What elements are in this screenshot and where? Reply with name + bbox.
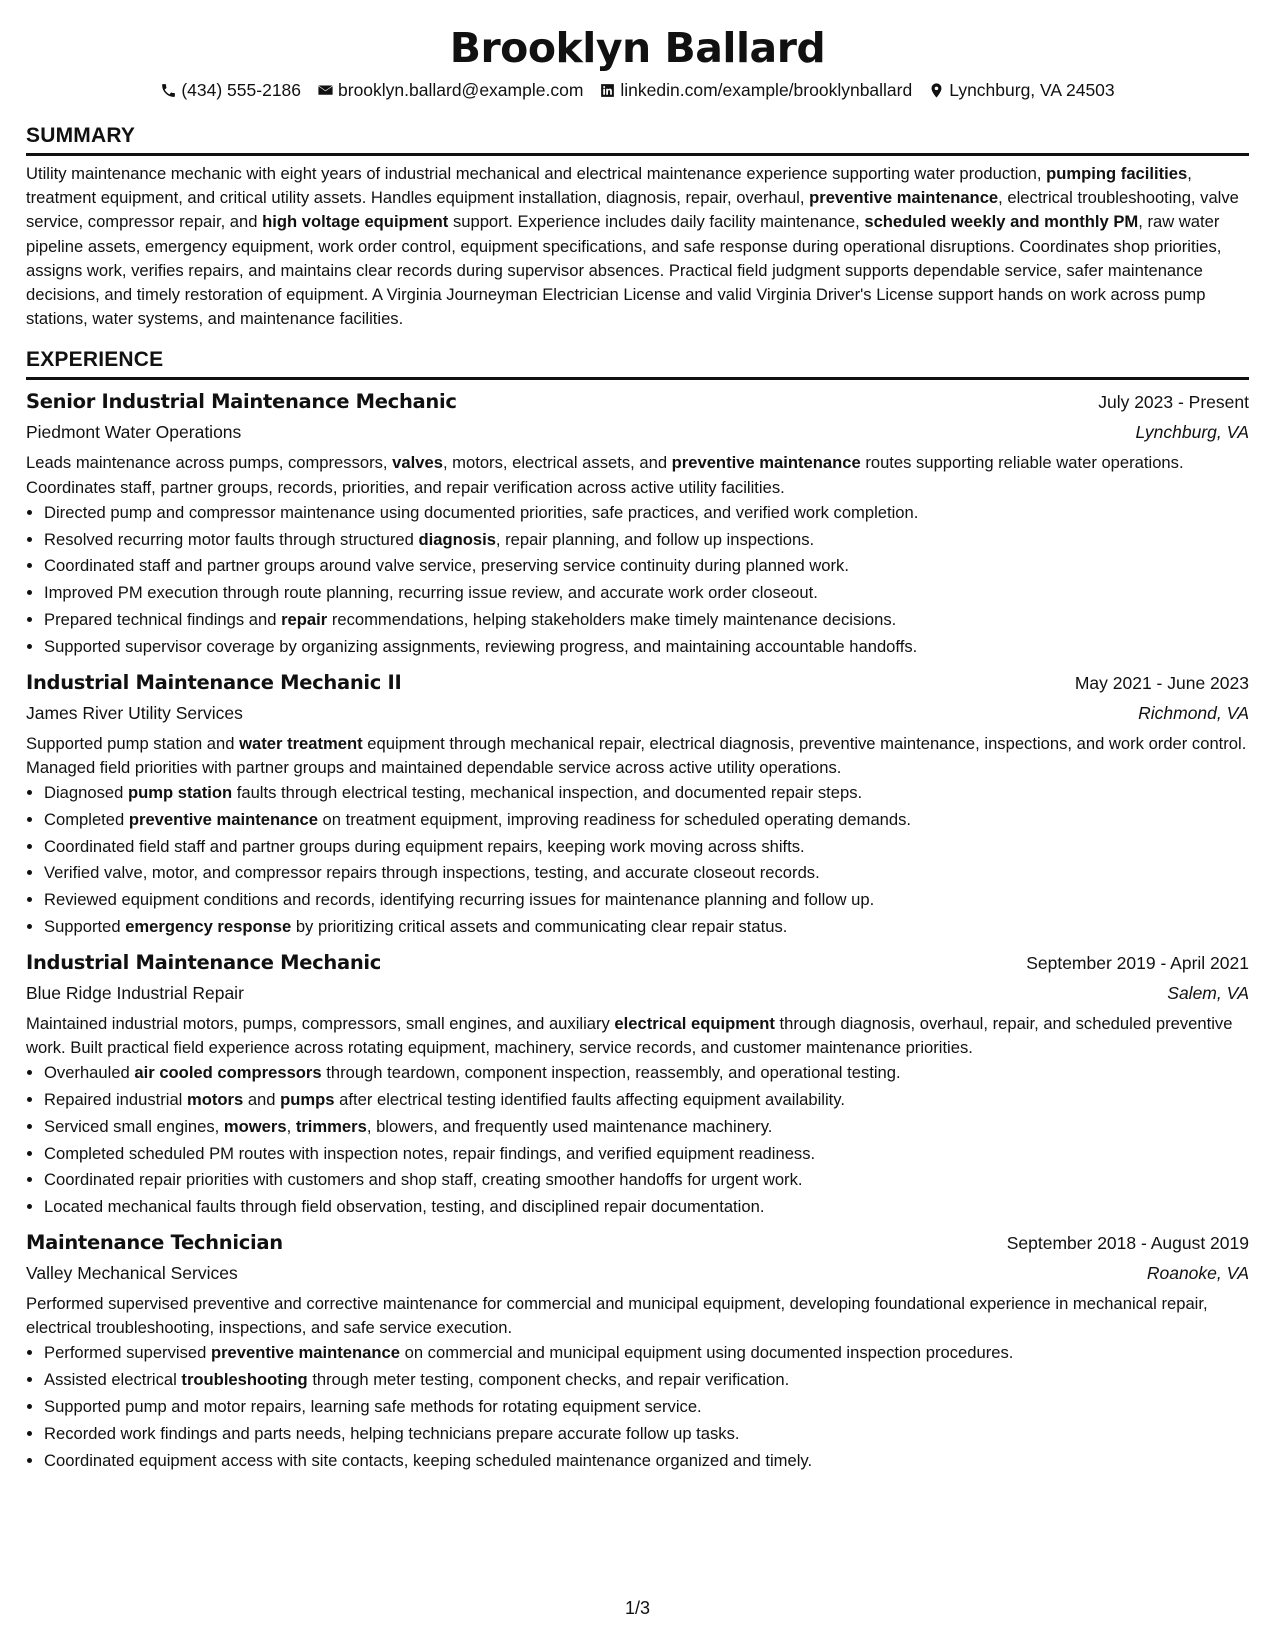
job-dates: September 2019 - April 2021	[1026, 952, 1249, 973]
job-header	[26, 668, 1249, 698]
location-text: Lynchburg, VA 24503	[949, 80, 1115, 100]
text-segment: , raw water pipeline assets, emergency equipment, work order control, equipment specifications, and safe response during operational disruptions. Coordinates shop priorities, assigns work, verifies repairs, and maintains clear records during supervisor absences. Practical field judgment supports dependable service, safer maintenance decisions, and timely restoration of equipment. A Virginia Journeyman Electrician License and valid Virginia Driver's License support hands on work across pump stations, water systems, and maintenance facilities.	[26, 212, 1222, 329]
text-segment: Verified valve, motor, and compressor repairs through inspections, testing, and accurate closeout records.	[44, 863, 820, 883]
bold-keyword: pumps	[280, 1090, 335, 1109]
bold-keyword: high voltage equipment	[262, 212, 449, 232]
list-item	[44, 1167, 1249, 1194]
job-company: Valley Mechanical Services	[26, 1262, 238, 1283]
text-segment: equipment through mechanical repair, electrical diagnosis, preventive maintenance, inspections, and work order control. Managed field priorities with partner groups and maintained dependable service across active utility operations.	[26, 733, 1247, 777]
list-item	[44, 1448, 1249, 1475]
list-item	[44, 1394, 1249, 1421]
bold-keyword: diagnosis	[418, 529, 496, 549]
text-segment: Repaired industrial	[44, 1090, 187, 1109]
bold-keyword: preventive maintenance	[210, 1343, 400, 1363]
linkedin-text[interactable]: linkedin.com/example/brooklynballard	[620, 80, 913, 100]
experience-list	[26, 387, 1249, 1474]
text-segment: Prepared technical findings and	[44, 610, 282, 630]
text-segment: Supported pump and motor repairs, learning safe methods for rotating equipment service.	[44, 1396, 702, 1416]
list-item	[44, 780, 1249, 807]
contact-phone	[160, 77, 301, 103]
bold-keyword: preventive maintenance	[128, 809, 318, 829]
text-segment: , repair planning, and follow up inspections.	[495, 529, 815, 549]
resume-page	[26, 0, 1249, 1650]
job-title: Maintenance Technician	[26, 1230, 283, 1254]
bold-keyword: pumping facilities	[1046, 164, 1188, 183]
text-segment: recommendations, helping stakeholders make timely maintenance decisions.	[327, 610, 897, 630]
bold-keyword: trimmers	[295, 1116, 367, 1136]
list-item	[44, 887, 1249, 914]
job-title: Industrial Maintenance Mechanic	[26, 950, 382, 974]
text-segment: Completed	[44, 809, 129, 829]
job-bullets	[26, 780, 1249, 941]
experience-heading: EXPERIENCE	[26, 347, 1249, 380]
text-segment: Serviced small engines,	[44, 1116, 224, 1136]
list-item	[44, 553, 1249, 580]
list-item	[44, 860, 1249, 887]
bold-keyword: electrical equipment	[614, 1013, 775, 1033]
text-segment: Directed pump and compressor maintenance using documented priorities, safe practices, and verified work completion.	[44, 502, 919, 522]
summary-heading: SUMMARY	[26, 123, 1249, 156]
text-segment: Utility maintenance mechanic with eight years of industrial mechanical and electrical maintenance experience supporting water production,	[26, 164, 1047, 183]
bold-keyword: preventive maintenance	[671, 453, 861, 473]
bold-keyword: pump station	[127, 783, 233, 803]
bold-keyword: repair	[281, 610, 328, 630]
text-segment: Supported pump station and	[26, 733, 240, 753]
text-segment: , motors, electrical assets, and	[442, 453, 672, 473]
job-bullets	[26, 1060, 1249, 1221]
job-dates: July 2023 - Present	[1098, 392, 1249, 413]
job-subheader	[26, 1258, 1249, 1288]
job-title: Senior Industrial Maintenance Mechanic	[26, 390, 457, 414]
text-segment: support. Experience includes daily facility maintenance,	[448, 212, 865, 232]
job-location: Salem, VA	[1167, 982, 1249, 1003]
text-segment: Leads maintenance across pumps, compressors,	[26, 453, 393, 473]
text-segment: Resolved recurring motor faults through structured	[44, 529, 419, 549]
text-segment: Coordinated field staff and partner groups during equipment repairs, keeping work moving across shifts.	[44, 836, 805, 856]
contact-location	[928, 77, 1114, 103]
list-item	[44, 1421, 1249, 1448]
text-segment: faults through electrical testing, mechanical inspection, and documented repair steps.	[232, 783, 863, 803]
text-segment: Recorded work findings and parts needs, helping technicians prepare accurate follow up tasks.	[44, 1423, 740, 1443]
job-description	[26, 1012, 1249, 1060]
text-segment: Performed supervised preventive and corrective maintenance for commercial and municipal equipment, developing foundational experience in mechanical repair, electrical troubleshooting, inspections, and safe service execution.	[26, 1293, 1208, 1338]
bold-keyword: motors	[186, 1090, 244, 1109]
contact-email[interactable]	[317, 77, 583, 103]
text-segment: Coordinated equipment access with site contacts, keeping scheduled maintenance organized and timely.	[44, 1450, 813, 1470]
job-header	[26, 1228, 1249, 1258]
text-segment: and	[243, 1090, 281, 1109]
contact-bar	[26, 77, 1249, 103]
text-segment: Supported	[44, 917, 126, 936]
job-dates: September 2018 - August 2019	[1006, 1232, 1249, 1253]
job-description	[26, 451, 1249, 499]
list-item	[44, 500, 1249, 527]
text-segment: Completed scheduled PM routes with inspection notes, repair findings, and verified equipment readiness.	[44, 1143, 816, 1163]
job-bullets	[26, 1340, 1249, 1474]
job-company: Blue Ridge Industrial Repair	[26, 982, 244, 1003]
text-segment: on treatment equipment, improving readiness for scheduled operating demands.	[317, 809, 912, 829]
job-title: Industrial Maintenance Mechanic II	[26, 670, 402, 694]
list-item	[44, 1060, 1249, 1087]
text-segment: through teardown, component inspection, reassembly, and operational testing.	[321, 1063, 901, 1083]
text-segment: , treatment equipment, and critical utility assets. Handles equipment installation, diagnosis, repair, overhaul,	[26, 164, 1192, 208]
text-segment: Coordinated repair priorities with customers and shop staff, creating smoother handoffs for urgent work.	[44, 1170, 803, 1190]
envelope-icon	[317, 82, 334, 99]
list-item	[44, 1141, 1249, 1168]
bold-keyword: troubleshooting	[181, 1370, 308, 1390]
list-item	[44, 1114, 1249, 1141]
list-item	[44, 914, 1249, 941]
bold-keyword: mowers	[223, 1116, 287, 1136]
list-item	[44, 1194, 1249, 1221]
phone-text: (434) 555-2186	[181, 80, 302, 100]
job-subheader	[26, 698, 1249, 728]
text-segment: after electrical testing identified faults affecting equipment availability.	[334, 1090, 845, 1109]
list-item	[44, 607, 1249, 634]
text-segment: ,	[286, 1116, 296, 1136]
text-segment: Reviewed equipment conditions and records, identifying recurring issues for maintenance planning and follow up.	[44, 890, 875, 910]
text-segment: Coordinated staff and partner groups around valve service, preserving service continuity during planned work.	[44, 556, 849, 576]
text-segment: Assisted electrical	[44, 1370, 182, 1390]
job-company: Piedmont Water Operations	[26, 422, 242, 443]
email-text[interactable]: brooklyn.ballard@example.com	[338, 80, 584, 100]
bold-keyword: air cooled compressors	[134, 1063, 322, 1083]
page-number: 1/3	[624, 1598, 651, 1618]
candidate-name: Brooklyn Ballard	[449, 24, 826, 72]
text-segment: Improved PM execution through route planning, recurring issue review, and accurate work order closeout.	[44, 583, 818, 603]
bold-keyword: emergency response	[125, 917, 292, 936]
job-header	[26, 948, 1249, 978]
job-description	[26, 1292, 1249, 1340]
bold-keyword: preventive maintenance	[809, 188, 999, 208]
bold-keyword: scheduled weekly and monthly PM	[864, 212, 1139, 232]
list-item	[44, 527, 1249, 554]
list-item	[44, 1340, 1249, 1367]
job-entry	[26, 668, 1249, 941]
list-item	[44, 807, 1249, 834]
list-item	[44, 1087, 1249, 1114]
map-pin-icon	[928, 82, 945, 99]
text-segment: , blowers, and frequently used maintenance machinery.	[366, 1116, 773, 1136]
list-item	[44, 580, 1249, 607]
summary-text	[26, 162, 1249, 331]
list-item	[44, 634, 1249, 661]
job-entry	[26, 387, 1249, 660]
job-location: Roanoke, VA	[1146, 1262, 1249, 1283]
text-segment: Diagnosed	[44, 783, 128, 803]
job-company: James River Utility Services	[26, 702, 243, 723]
phone-icon	[160, 82, 177, 99]
text-segment: Overhauled	[44, 1063, 135, 1083]
list-item	[44, 1367, 1249, 1394]
text-segment: through diagnosis, overhaul, repair, and scheduled preventive work. Built practical field experience across rotating equipment, machinery, service records, and customer maintenance priorities.	[26, 1013, 1233, 1057]
job-header	[26, 387, 1249, 417]
job-description	[26, 732, 1249, 780]
job-entry	[26, 1228, 1249, 1474]
text-segment: Supported supervisor coverage by organizing assignments, reviewing progress, and maintaining accountable handoffs.	[44, 636, 918, 656]
text-segment: through meter testing, component checks, and repair verification.	[307, 1370, 790, 1390]
job-location: Lynchburg, VA	[1135, 422, 1249, 443]
contact-linkedin[interactable]	[599, 77, 912, 103]
text-segment: Performed supervised	[44, 1343, 211, 1363]
text-segment: routes supporting reliable water operations. Coordinates staff, partner groups, records, priorities, and repair verification across active utility facilities.	[26, 453, 1184, 497]
job-bullets	[26, 500, 1249, 661]
job-subheader	[26, 417, 1249, 447]
job-entry	[26, 948, 1249, 1221]
job-dates: May 2021 - June 2023	[1074, 672, 1249, 693]
list-item	[44, 834, 1249, 861]
text-segment: by prioritizing critical assets and communicating clear repair status.	[291, 917, 788, 936]
text-segment: on commercial and municipal equipment using documented inspection procedures.	[400, 1343, 1014, 1363]
bold-keyword: valves	[392, 453, 443, 473]
job-subheader	[26, 978, 1249, 1008]
text-segment: , electrical troubleshooting, valve service, compressor repair, and	[26, 188, 1239, 232]
linkedin-icon	[599, 82, 616, 99]
text-segment: Located mechanical faults through field observation, testing, and disciplined repair documentation.	[44, 1197, 765, 1217]
job-location: Richmond, VA	[1138, 702, 1249, 723]
bold-keyword: water treatment	[239, 733, 363, 753]
text-segment: Maintained industrial motors, pumps, compressors, small engines, and auxiliary	[26, 1013, 615, 1033]
